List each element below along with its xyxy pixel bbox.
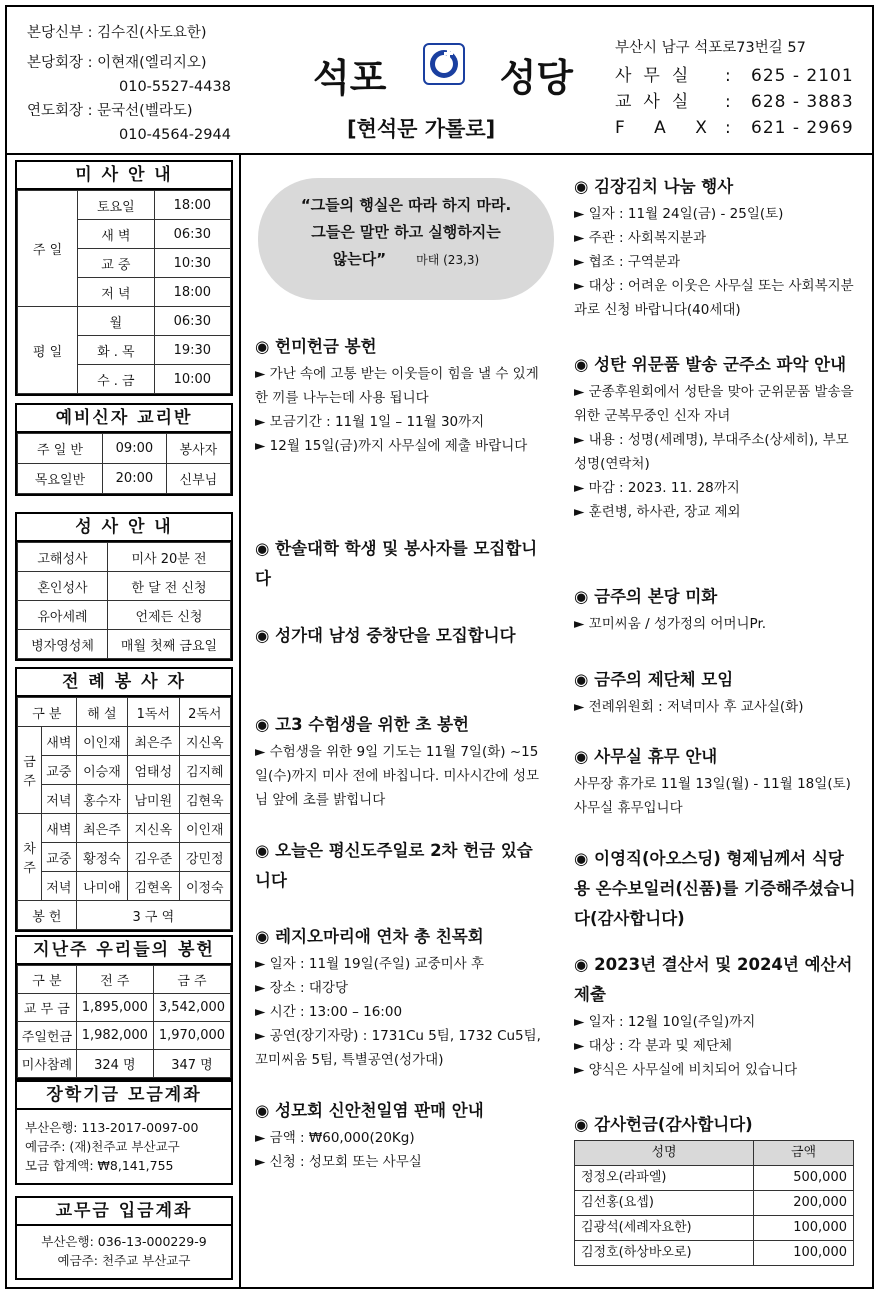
notice-office-closed: ◉ 사무실 휴무 안내 사무장 휴가로 11월 13일(월) - 11월 18일(토) 사무실 휴무입니다 bbox=[574, 747, 851, 816]
scripture-quote: “그들의 행실은 따라 하지 마라. 그들은 말만 하고 실행하지는 않는다” 마태 (23,3) bbox=[258, 178, 554, 300]
lastweek-title: 지난주 우리들의 봉헌 bbox=[17, 937, 231, 965]
sacrament-title: 성 사 안 내 bbox=[17, 514, 231, 542]
notice-boiler-donation: ◉ 이영직(아오스딩) 형제님께서 식당용 온수보일러(신품)를 기증해주셨습니다(감사합니다) bbox=[574, 849, 856, 928]
yeondo-phone: 010-4564-2944 bbox=[119, 127, 231, 143]
notice-exam-candle: ◉ 고3 수험생을 위한 초 봉헌 ► 수험생을 위한 9일 기도는 11월 7일(화) ~15일(수)까지 미사 전에 바칩니다. 미사시간에 성모님 앞에 초를 밝힙니다 bbox=[255, 715, 540, 808]
notice-choir: ◉ 성가대 남성 중창단을 모집합니다 bbox=[255, 626, 516, 645]
scholarship-title: 장학기금 모금계좌 bbox=[17, 1082, 231, 1110]
quote-reference: 마태 (23,3) bbox=[416, 253, 480, 267]
notice-hansol-college: ◉ 한솔대학 학생 및 봉사자를 모집합니다 bbox=[255, 539, 538, 588]
notice-group-meeting: ◉ 금주의 제단체 모임 ► 전례위원회 : 저녁미사 후 교사실(화) bbox=[574, 670, 804, 715]
church-title: 석포 성당 bbox=[313, 43, 573, 103]
office-phone: 사무실 : 625 - 2101 bbox=[615, 66, 854, 86]
notice-salt-sale: ◉ 성모회 신안천일염 판매 안내 ► 금액 : ₩60,000(20Kg) ► 신청 : 성모회 또는 사무실 bbox=[255, 1101, 484, 1170]
mass-table: 주 일 토요일 18:00 새 벽 06:30 교 중 10:30 저 녁 18:00 평 일 월 06:30 화 . 목 19:30 수 . 금 10:00 bbox=[17, 190, 231, 394]
address: 부산시 남구 석포로73번길 57 bbox=[615, 40, 806, 56]
notice-rice-offering: ◉ 헌미헌금 봉헌 ► 가난 속에 고통 받는 이웃들이 힘을 낼 수 있게 한 끼를 나누는데 사용 됩니다 ► 모금기간 : 11월 1일 – 11월 30까지 ► 12월 15일(금)까지 사무실에 제출 바랍니다 bbox=[255, 337, 539, 454]
mass-schedule bbox=[15, 160, 233, 396]
catechumen-class: 예비신자 교리반 주 일 반 09:00 봉사자 목요일반 20:00 신부님 bbox=[15, 403, 233, 496]
teacher-phone: 교사실 : 628 - 3883 bbox=[615, 92, 854, 112]
notice-legio-mariae: ◉ 레지오마리애 연차 총 친목회 ► 일자 : 11월 19일(주일) 교중미사 후 ► 장소 : 대강당 ► 시간 : 13:00 – 16:00 ► 공연(장기자랑) : 1731Cu 5팀, 1732 Cu5팀, 꼬미씨움 5팀, 특별공연(성가대) bbox=[255, 927, 541, 1068]
mass-title: 미 사 안 내 bbox=[17, 162, 231, 190]
notice-christmas-gifts: ◉ 성탄 위문품 발송 군주소 파악 안내 ► 군종후원회에서 성탄을 맞아 군위문품 발송을 위한 군복무중인 신자 자녀 ► 내용 : 성명(세례명), 부대주소(상세히), 부모성명(연락처) ► 마감 : 2023. 11. 28까지 ► 훈련병, 하사관, 장교 제외 bbox=[574, 355, 854, 520]
thanks-offering: ◉ 감사헌금(감사합니다) 성명 금액 정정오(라파엘) 500,000 김선홍(요셉) 200,000 김광석(세례자요한) 100,000 김정호(하상바오로) 100,000 bbox=[574, 1110, 856, 1266]
tithe-title: 교무금 입금계좌 bbox=[17, 1198, 231, 1226]
notice-church-cleaning: ◉ 금주의 본당 미화 ► 꼬미씨움 / 성가정의 어머니Pr. bbox=[574, 587, 767, 632]
header bbox=[7, 7, 872, 155]
president-phone: 010-5527-4438 bbox=[119, 79, 231, 95]
yeondo-line: 연도회장 : 문국선(벨라도) bbox=[27, 103, 193, 119]
scholarship-account: 장학기금 모금계좌 부산은행: 113-2017-0097-00 예금주: (재)천주교 부산교구 모금 합계액: ₩8,141,755 bbox=[15, 1080, 233, 1185]
staff-info bbox=[27, 21, 231, 147]
sacrament-info: 성 사 안 내 고해성사 미사 20분 전 혼인성사 한 달 전 신청 유아세례 언제든 신청 병자영성체 매월 첫째 금요일 bbox=[15, 512, 233, 661]
notice-laity-sunday: ◉ 오늘은 평신도주일로 2차 헌금 있습니다 bbox=[255, 841, 533, 890]
liturgy-title: 전 례 봉 사 자 bbox=[17, 669, 231, 697]
column-divider bbox=[239, 155, 241, 1287]
last-week-offering: 지난주 우리들의 봉헌 구 분 전 주 금 주 교 무 금 1,895,000 3,542,000 주일헌금 1,982,000 1,970,000 미사참례 324 명 347 명 bbox=[15, 935, 233, 1080]
president-line: 본당회장 : 이현재(엘리지오) bbox=[27, 55, 207, 71]
fax: F A X : 621 - 2969 bbox=[615, 118, 854, 138]
catechumen-title: 예비신자 교리반 bbox=[17, 405, 231, 433]
notice-kimchi: ◉ 김장김치 나눔 행사 ► 일자 : 11월 24일(금) - 25일(토) ► 주관 : 사회복지분과 ► 협조 : 구역분과 ► 대상 : 어려운 이웃은 사무실 또는 사회복지분과로 신청 바랍니다(40세대) bbox=[574, 177, 854, 318]
patron-subtitle: [현석문 가롤로] bbox=[347, 117, 496, 141]
thanks-table: 성명 금액 정정오(라파엘) 500,000 김선홍(요셉) 200,000 김광석(세례자요한) 100,000 김정호(하상바오로) 100,000 bbox=[574, 1140, 854, 1266]
notice-budget: ◉ 2023년 결산서 및 2024년 예산서 제출 ► 일자 : 12월 10일(주일)까지 ► 대상 : 각 분과 및 제단체 ► 양식은 사무실에 비치되어 있습니다 bbox=[574, 955, 853, 1078]
tithe-account: 교무금 입금계좌 부산은행: 036-13-000229-9 예금주: 천주교 부산교구 bbox=[15, 1196, 233, 1280]
liturgy-volunteers: 전 례 봉 사 자 구 분 해 설 1독서 2독서 금주 새벽 이인재 최은주 지신옥 교중 이승재 엄태성 김지혜 저녁 홍수자 남미원 김현욱 차주 새벽 최은주 지신옥 이인재 교중 황정숙 김우준 강민정 저녁 나미애 김현옥 이정숙 봉 헌 3 구 역 bbox=[15, 667, 233, 932]
pastor-line: 본당신부 : 김수진(사도요한) bbox=[27, 25, 207, 41]
diocese-logo-icon bbox=[423, 43, 465, 85]
contact-info bbox=[615, 35, 854, 141]
